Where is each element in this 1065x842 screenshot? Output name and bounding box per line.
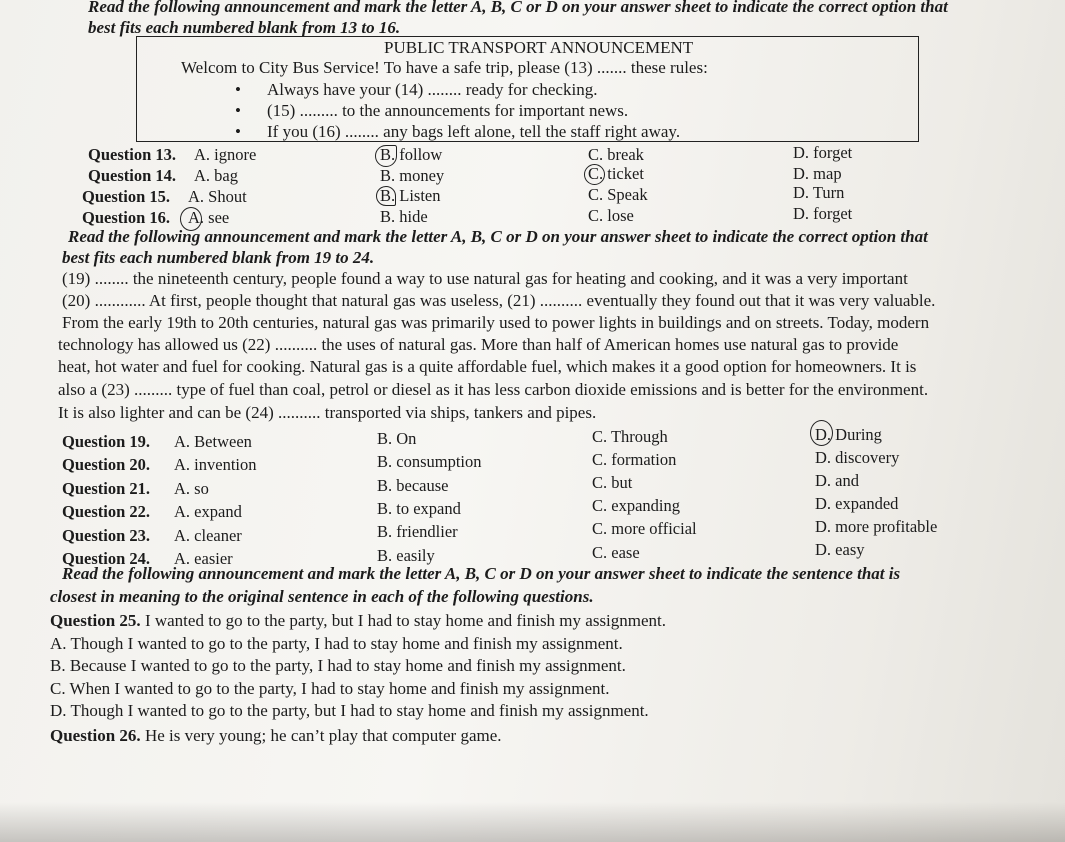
option-d[interactable]: D. and	[815, 471, 859, 490]
question-label: Question 21.	[62, 479, 151, 498]
option-a[interactable]: A. Between	[174, 432, 252, 451]
announcement-bullet-2: • (15) ......... to the announcements for important news.	[267, 101, 628, 121]
question-text: He is very young; he can’t play that computer game.	[144, 726, 502, 745]
page-shadow	[0, 802, 1065, 842]
question-25	[50, 611, 666, 631]
option-d[interactable]: D. more profitable	[815, 517, 938, 536]
question-label: Question 24.	[62, 549, 151, 568]
option-d[interactable]: D. discovery	[815, 448, 900, 467]
option-b[interactable]: B. follow	[380, 145, 443, 164]
option-c[interactable]: C. more official	[592, 519, 697, 538]
option-a[interactable]: A. ignore	[194, 145, 257, 164]
question-label: Question 22.	[62, 502, 151, 521]
option-a[interactable]: A. expand	[174, 502, 242, 521]
announcement-title: PUBLIC TRANSPORT ANNOUNCEMENT	[384, 38, 694, 57]
option-b[interactable]: B. easily	[377, 546, 435, 565]
option-d[interactable]: D. expanded	[815, 494, 899, 513]
option-a[interactable]: A. invention	[174, 455, 257, 474]
option-b[interactable]: B. because	[377, 476, 449, 495]
passage-line-3: From the early 19th to 20th centuries, natural gas was primarily used to power lights in buildings and on streets. Today, modern	[62, 313, 930, 332]
announcement-line1: Welcom to City Bus Service! To have a safe trip, please (13) ....... these rules:	[181, 58, 708, 77]
question-label: Question 19.	[62, 432, 151, 451]
passage-line-1: (19) ........ the nineteenth century, people found a way to use natural gas for heating and cooking, and it was a very important	[62, 269, 908, 288]
question-text: I wanted to go to the party, but I had to stay home and finish my assignment.	[144, 611, 667, 630]
q25-option-d[interactable]: D. Though I wanted to go to the party, but I had to stay home and finish my assignment.	[50, 701, 649, 720]
option-c[interactable]: C. ticket	[588, 164, 644, 183]
q25-option-c[interactable]: C. When I wanted to go to the party, I had to stay home and finish my assignment.	[50, 679, 610, 698]
option-a[interactable]: A. Shout	[188, 187, 247, 206]
option-d[interactable]: D. Turn	[793, 183, 845, 202]
part1-instruction-line1: Read the following announcement and mark the letter A, B, C or D on your answer sheet to indicate the correct option that	[88, 0, 948, 16]
part3-instruction-line1: Read the following announcement and mark the letter A, B, C or D on your answer sheet to indicate the sentence that is	[62, 564, 901, 583]
option-b[interactable]: B. On	[377, 429, 417, 448]
option-a[interactable]: A. cleaner	[174, 526, 242, 545]
part1-instruction-line2: best fits each numbered blank from 13 to 16.	[88, 18, 401, 37]
announcement-bullet-3: • If you (16) ........ any bags left alone, tell the staff right away.	[267, 122, 680, 142]
question-26	[50, 726, 502, 746]
question-label: Question 14.	[88, 166, 177, 185]
question-label: Question 20.	[62, 455, 151, 474]
question-label: Question 23.	[62, 526, 151, 545]
answer-mark-14	[584, 164, 605, 185]
option-a[interactable]: A. so	[174, 479, 209, 498]
option-c[interactable]: C. Through	[592, 427, 668, 446]
question-label: Question 25.	[50, 611, 141, 630]
q25-option-b[interactable]: B. Because I wanted to go to the party, I had to stay home and finish my assignment.	[50, 656, 626, 675]
option-c[interactable]: C. lose	[588, 206, 634, 225]
question-label: Question 16.	[82, 208, 171, 227]
option-b[interactable]: B. consumption	[377, 452, 482, 471]
question-label: Question 15.	[82, 187, 171, 206]
part2-instruction-line1: Read the following announcement and mark the letter A, B, C or D on your answer sheet to indicate the correct option that	[68, 227, 928, 246]
passage-line-2: (20) ............ At first, people thought that natural gas was useless, (21) .......... eventually they found out that it was very valuable.	[62, 291, 936, 310]
passage-line-4: technology has allowed us (22) .......... the uses of natural gas. More than half of American homes use natural gas to provide	[58, 335, 899, 354]
q25-option-a[interactable]: A. Though I wanted to go to the party, I had to stay home and finish my assignment.	[50, 634, 623, 653]
option-a[interactable]: A. easier	[174, 549, 233, 568]
option-b[interactable]: B. money	[380, 166, 445, 185]
option-a[interactable]: A. bag	[194, 166, 238, 185]
option-b[interactable]: B. friendlier	[377, 522, 458, 541]
answer-mark-13	[375, 145, 397, 167]
option-a[interactable]: A. see	[188, 208, 230, 227]
option-b[interactable]: B. hide	[380, 207, 428, 226]
option-d[interactable]: D. forget	[793, 204, 853, 223]
passage-line-5: heat, hot water and fuel for cooking. Natural gas is a quite affordable fuel, which makes it a good option for homeowners. It is	[58, 357, 917, 376]
option-c[interactable]: C. Speak	[588, 185, 648, 204]
option-c[interactable]: C. formation	[592, 450, 677, 469]
option-d[interactable]: D. easy	[815, 540, 865, 559]
question-label: Question 13.	[88, 145, 177, 164]
announcement-bullet-1: • Always have your (14) ........ ready for checking.	[267, 80, 597, 100]
option-c[interactable]: C. break	[588, 145, 644, 164]
question-label: Question 26.	[50, 726, 141, 745]
option-d[interactable]: D. map	[793, 164, 842, 183]
answer-mark-15	[376, 186, 396, 206]
part3-instruction-line2: closest in meaning to the original sentence in each of the following questions.	[50, 587, 594, 606]
option-c[interactable]: C. ease	[592, 543, 640, 562]
option-d[interactable]: D. During	[815, 425, 882, 444]
option-c[interactable]: C. expanding	[592, 496, 680, 515]
passage-line-6: also a (23) ......... type of fuel than coal, petrol or diesel as it has less carbon dioxide emissions and is better for the environment.	[58, 380, 929, 399]
option-c[interactable]: C. but	[592, 473, 633, 492]
part2-instruction-line2: best fits each numbered blank from 19 to 24.	[62, 248, 375, 267]
option-d[interactable]: D. forget	[793, 143, 853, 162]
option-b[interactable]: B. Listen	[380, 186, 441, 205]
passage-line-7: It is also lighter and can be (24) .......... transported via ships, tankers and pipes.	[58, 403, 597, 422]
option-b[interactable]: B. to expand	[377, 499, 461, 518]
